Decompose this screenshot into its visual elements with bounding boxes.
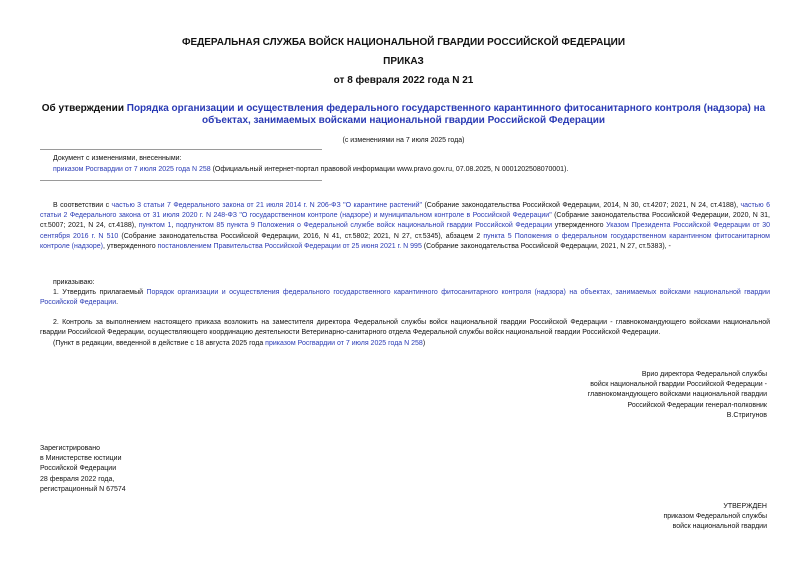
changes-info <box>53 165 773 175</box>
approved-heading: УТВЕРЖДЕН <box>723 503 767 510</box>
changes-label: Документ с изменениями, внесенными: <box>53 155 182 162</box>
approved-line-2: приказом Федеральной службы <box>663 513 767 521</box>
subpoint-85-link[interactable]: подпунктом 85 пункта 9 Положения о Федеральной службе войск национальной гвардии Российской Федерации <box>176 222 553 230</box>
signature-name: В.Стригунов <box>726 411 767 419</box>
registration-line-1: Зарегистрировано <box>40 445 100 452</box>
divider-bottom <box>40 180 322 181</box>
edition-order-link[interactable]: приказом Росгвардии от 7 июля 2025 года N 258 <box>265 340 423 347</box>
law-206-fz-link[interactable]: частью 3 статьи 7 Федерального закона от 21 июля 2014 г. N 206-ФЗ "О карантине растений" <box>111 202 423 209</box>
changes-order-link[interactable]: приказом Росгвардии от 7 июля 2025 года N 258 <box>53 166 211 173</box>
title-order-link[interactable]: Порядка организации и осуществления федерального государственного карантинного фитосанитарного контроля (надзора) на объектах, занимаемых войсками национальной гвардии Российской Федерации <box>126 103 766 126</box>
amendment-note: (с изменениями на 7 июля 2025 года) <box>342 137 465 144</box>
document-title <box>40 103 767 127</box>
government-resolution-link[interactable]: постановлением Правительства Российской Федерации от 25 июня 2021 г. N 995 <box>157 242 422 250</box>
approved-line-3: войск национальной гвардии <box>672 523 767 531</box>
point-1-link[interactable]: пунктом 1 <box>138 222 172 230</box>
item-2-paragraph: 2. Контроль за выполнением настоящего приказа возложить на заместителя директора Федеральной службы войск национальной гвардии Российской Федерации - главнокомандующего войсками национальной гвардии Российской Федерации, осуществляющего координацию деятельности Ветеринарно-санитарного отдела Федеральной службы войск национальной гвардии Российской Федерации. <box>40 319 770 337</box>
registration-line-2: в Министерстве юстиции <box>40 455 122 463</box>
signature-line-3: главнокомандующего войсками национальной гвардии <box>587 391 767 399</box>
title-prefix: Об утверждении <box>41 103 127 114</box>
item-1-paragraph: 1. Утвердить прилагаемый Порядок организации и осуществления федерального государственного карантинного фитосанитарного контроля (надзора) на объектах, занимаемых войсками национальной гвардии Российской Федерации. <box>40 289 770 307</box>
order-date-number: от 8 февраля 2022 года N 21 <box>333 75 474 86</box>
agency-heading: ФЕДЕРАЛЬНАЯ СЛУЖБА ВОЙСК НАЦИОНАЛЬНОЙ ГВАРДИИ РОССИЙСКОЙ ФЕДЕРАЦИИ <box>181 37 626 48</box>
approval-block <box>663 502 767 533</box>
regulation-point-5-link[interactable]: пункта 5 Положения о федеральном государственном карантинном фитосанитарном контроле (надзоре) <box>40 232 770 250</box>
procedure-link[interactable]: Порядок организации и осуществления федерального государственного карантинного фитосанитарного контроля (надзора) на объектах, занимаемых войсками национальной гвардии Российской Федерации <box>40 289 770 307</box>
registration-line-4: 28 февраля 2022 года, <box>40 475 115 483</box>
preamble-paragraph: В соответствии с частью 3 статьи 7 Федерального закона от 21 июля 2014 г. N 206-ФЗ "О карантине растений" (Собрание законодательства Российской Федерации, 2014, N 30, ст.4207; 2021, N 24, ст.4188), частью 6 статьи 2 Федерального закона от 31 июля 2020 г. N 248-ФЗ "О государственном контроле (надзоре) и муниципальном контроле в Российской Федерации" (Собрание законодательства Российской Федерации, 2020, N 31, ст.5007; 2021, N 24, ст.4188), пунктом 1, подпунктом 85 пункта 9 Положения о Федеральной службе войск национальной гвардии Российской Федерации утвержденного Указом Президента Российской Федерации от 30 сентября 2016 г. N 510 (Собрание законодательства Российской Федерации, 2016, N 41, ст.5802; 2021, N 27, ст.5345), абзацем 2 пункта 5 Положения о федеральном государственном карантинном фитосанитарном контроле (надзоре), утвержденного постановлением Правительства Российской Федерации от 25 июня 2021 г. N 995 (Собрание законодательства Российской Федерации, 2021, N 27, ст.5383), - <box>40 202 770 250</box>
registration-block <box>40 444 126 495</box>
signature-block <box>588 370 767 421</box>
signature-line-2: войск национальной гвардии Российской Федерации - <box>590 381 767 389</box>
signature-line-4: Российской Федерации генерал-полковник <box>627 401 767 409</box>
document-type: ПРИКАЗ <box>383 56 424 67</box>
presidential-decree-link[interactable]: Указом Президента Российской Федерации от 30 сентября 2016 г. N 510 <box>40 222 770 240</box>
item-2-edition-note: (Пункт в редакции, введенной в действие с 18 августа 2025 года приказом Росгвардии от 7 июля 2025 года N 258) <box>53 340 426 347</box>
registration-number: регистрационный N 67574 <box>40 485 126 493</box>
signature-line-1: Врио директора Федеральной службы <box>641 371 767 378</box>
divider-top <box>40 149 322 150</box>
registration-line-3: Российской Федерации <box>40 465 117 473</box>
order-word: приказываю: <box>53 279 95 286</box>
changes-publication: (Официальный интернет-портал правовой информации www.pravo.gov.ru, 07.08.2025, N 0001202508070001). <box>210 166 569 173</box>
law-248-fz-link[interactable]: частью 6 статьи 2 Федерального закона от 31 июля 2020 г. N 248-ФЗ "О государственном контроле (надзоре) и муниципальном контроле в Российской Федерации" <box>40 202 770 220</box>
